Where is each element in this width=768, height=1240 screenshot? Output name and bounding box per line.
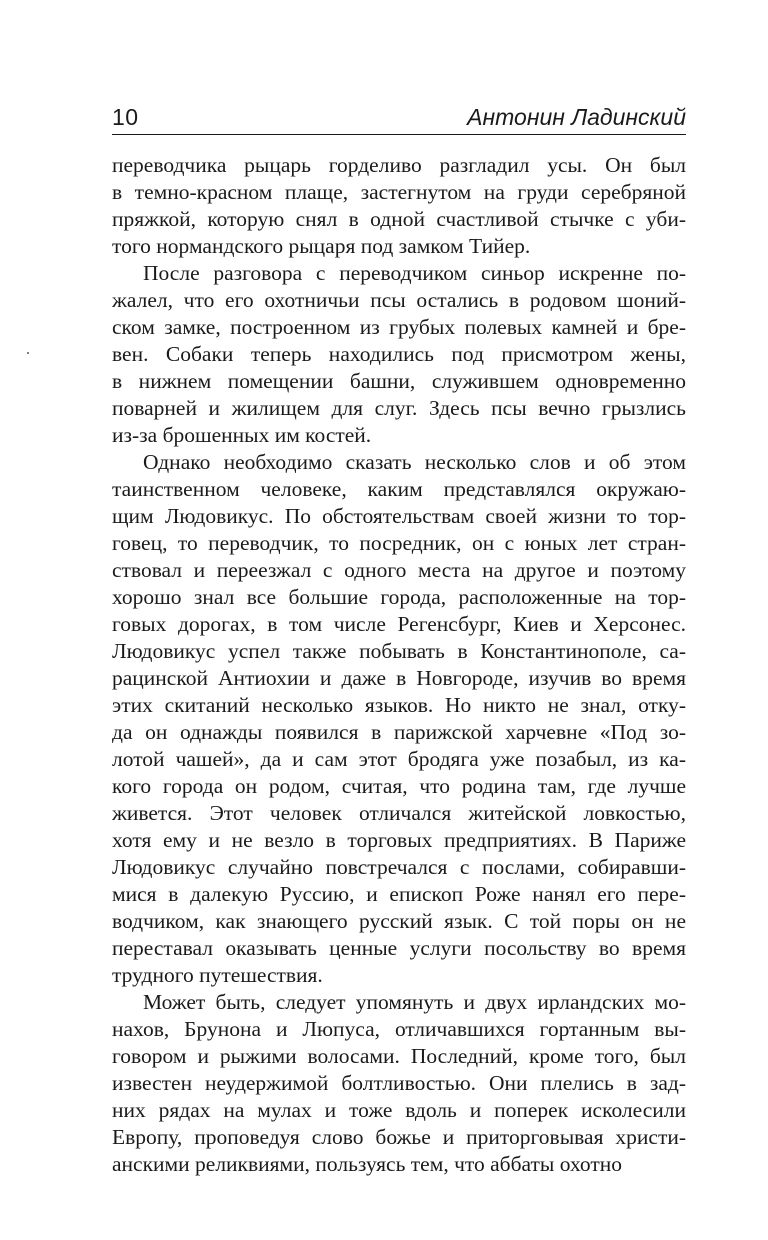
text-line: трудного путешествия. bbox=[112, 963, 323, 987]
paragraph bbox=[112, 449, 686, 989]
text-line: Людовикус успел также побывать в Константинополе, са- bbox=[112, 639, 686, 663]
body-text bbox=[112, 152, 686, 1178]
text-line: ствовал и переезжал с одного места на другое и поэтому bbox=[112, 558, 686, 582]
text-line: Однако необходимо сказать несколько слов и об этом bbox=[143, 450, 686, 474]
text-line: таинственном человеке, каким представлялся окружаю- bbox=[112, 477, 686, 501]
text-line: ском замке, построенном из грубых полевых камней и бре- bbox=[112, 315, 686, 339]
text-line: рацинской Антиохии и даже в Новгороде, изучив во время bbox=[112, 666, 686, 690]
text-line: в темно-красном плаще, застегнутом на груди серебряной bbox=[112, 180, 686, 204]
paragraph bbox=[112, 260, 686, 449]
text-line: анскими реликвиями, пользуясь тем, что аббаты охотно bbox=[112, 1152, 623, 1176]
text-line: мися в далекую Руссию, и епископ Роже нанял его пере- bbox=[112, 882, 686, 906]
text-line: говором и рыжими волосами. Последний, кроме того, был bbox=[112, 1044, 686, 1068]
text-line: лотой чашей», да и сам этот бродяга уже позабыл, из ка- bbox=[112, 747, 686, 771]
header-rule bbox=[112, 134, 686, 135]
running-title: Антонин Ладинский bbox=[467, 104, 686, 130]
text-line: говых дорогах, в том числе Регенсбург, Киев и Херсонес. bbox=[112, 612, 686, 636]
text-line: хорошо знал все большие города, расположенные на тор- bbox=[112, 585, 686, 609]
text-line: водчиком, как знающего русский язык. С той поры он не bbox=[112, 909, 686, 933]
text-line: того нормандского рыцаря под замком Тийер. bbox=[112, 234, 531, 258]
text-line: из-за брошенных им костей. bbox=[112, 423, 372, 447]
text-line: переставал оказывать ценные услуги посольству во время bbox=[112, 936, 686, 960]
text-line: поварней и жилищем для слуг. Здесь псы вечно грызлись bbox=[112, 396, 686, 420]
text-line: нахов, Брунона и Люпуса, отличавшихся гортанным вы- bbox=[112, 1017, 686, 1041]
text-line: кого города он родом, считая, что родина там, где лучше bbox=[112, 774, 686, 798]
text-line: Людовикус случайно повстречался с послами, собиравши- bbox=[112, 855, 686, 879]
text-line: них рядах на мулах и тоже вдоль и поперек исколесили bbox=[112, 1098, 686, 1122]
text-line: известен неудержимой болтливостью. Они плелись в зад- bbox=[112, 1071, 686, 1095]
text-line: жалел, что его охотничьи псы остались в родовом шоний- bbox=[112, 288, 686, 312]
text-line: говец, то переводчик, то посредник, он с юных лет стран- bbox=[112, 531, 686, 555]
text-line: этих скитаний несколько языков. Но никто не знал, отку- bbox=[112, 693, 686, 717]
paragraph bbox=[112, 989, 686, 1178]
text-line: хотя ему и не везло в торговых предприятиях. В Париже bbox=[112, 828, 686, 852]
text-line: Европу, проповедуя слово божье и приторговывая христи- bbox=[112, 1125, 686, 1149]
text-line: щим Людовикус. По обстоятельствам своей жизни то тор- bbox=[112, 504, 686, 528]
margin-speck bbox=[27, 352, 29, 354]
text-line: живется. Этот человек отличался житейской ловкостью, bbox=[112, 801, 686, 825]
text-line: пряжкой, которую снял в одной счастливой стычке с уби- bbox=[112, 207, 686, 231]
text-line: переводчика рыцарь горделиво разгладил усы. Он был bbox=[112, 153, 686, 177]
running-header bbox=[112, 102, 686, 134]
text-line: Может быть, следует упомянуть и двух ирландских мо- bbox=[143, 990, 686, 1014]
page-number: 10 bbox=[112, 104, 139, 130]
text-line: вен. Собаки теперь находились под присмотром жены, bbox=[112, 342, 686, 366]
text-line: После разговора с переводчиком синьор искренне по- bbox=[143, 261, 686, 285]
text-line: да он однажды появился в парижской харчевне «Под зо- bbox=[112, 720, 686, 744]
text-line: в нижнем помещении башни, служившем одновременно bbox=[112, 369, 686, 393]
paragraph bbox=[112, 152, 686, 260]
